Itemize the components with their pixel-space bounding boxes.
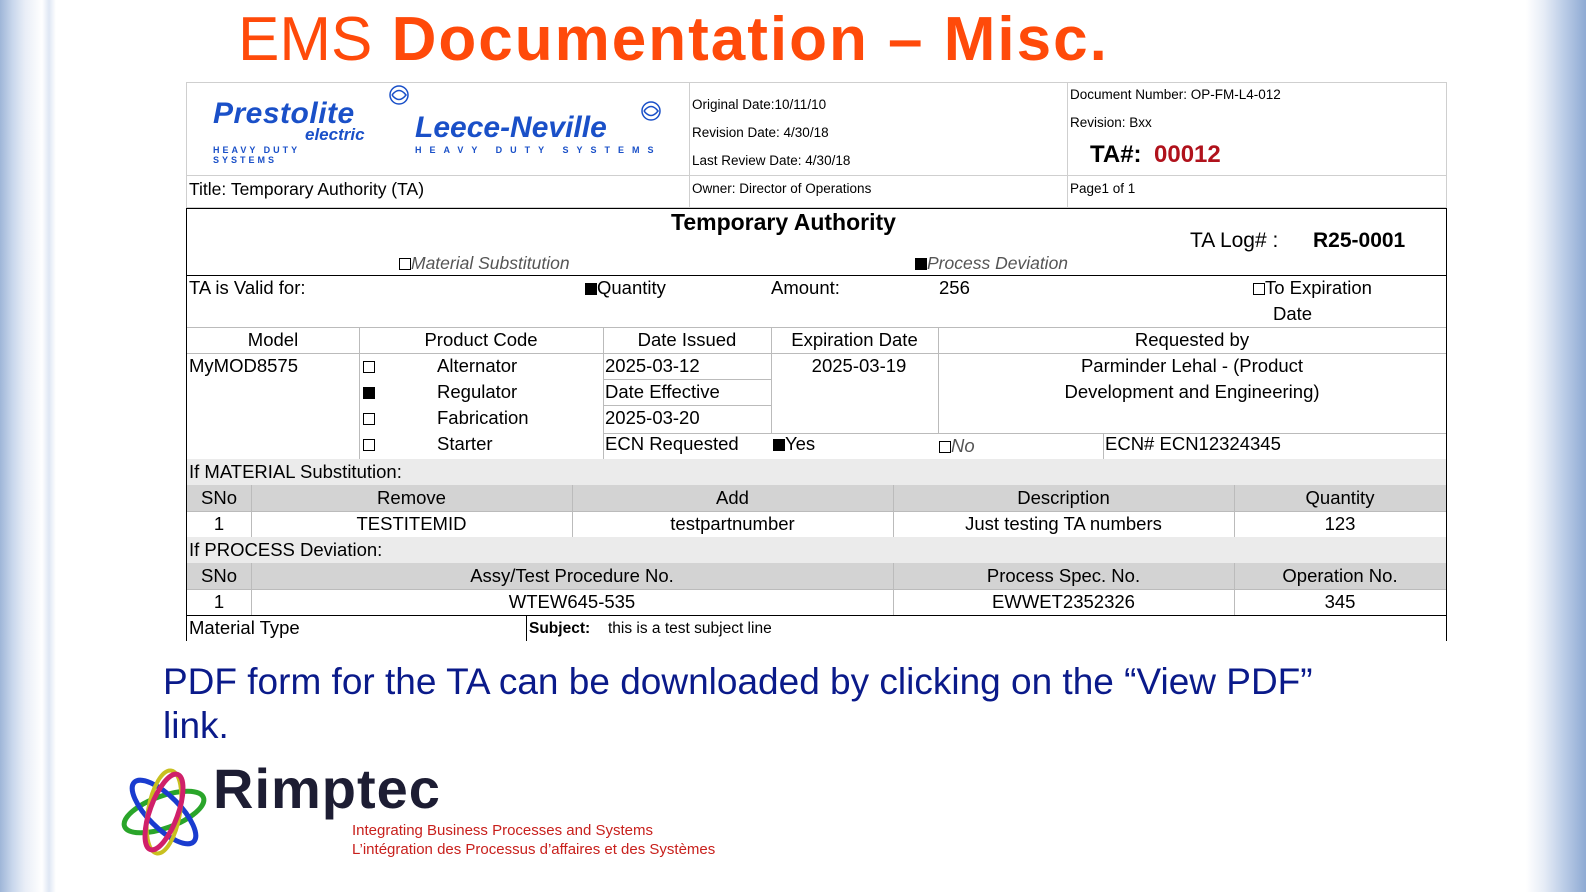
proc-col-operation: Operation No. [1282, 565, 1398, 586]
ecn-number: ECN# ECN12324345 [1105, 433, 1281, 454]
ta-log-value: R25-0001 [1313, 229, 1406, 252]
document-header [186, 82, 1447, 208]
material-type-label: Material Type [189, 617, 300, 638]
slide-title [238, 4, 1338, 75]
starter-checkbox[interactable] [363, 439, 375, 451]
ecn-no-checkbox[interactable] [939, 441, 951, 453]
proc-row-operation: 345 [1324, 591, 1356, 612]
proc-row-sno: 1 [213, 591, 225, 612]
rimptec-tagline-en: Integrating Business Processes and Systems [352, 822, 653, 839]
product-starter[interactable] [363, 433, 375, 455]
product-regulator[interactable] [363, 381, 375, 403]
proc-row-procedure: WTEW645-535 [508, 591, 636, 612]
to-expiration-option[interactable]: To Expiration [1253, 277, 1372, 299]
subject-label: Subject: [529, 620, 591, 637]
product-fabrication-label: Fabrication [437, 407, 529, 428]
mat-col-remove: Remove [377, 487, 446, 508]
proc-col-procedure: Assy/Test Procedure No. [470, 565, 674, 586]
leece-neville-logo: Leece-Neville HEAVY DUTY SYSTEMS [415, 111, 662, 155]
ta-form [186, 208, 1447, 641]
rimptec-atom-icon [118, 766, 210, 858]
requested-by-line1: Parminder Lehal - (Product [1080, 355, 1304, 376]
col-product-code: Product Code [424, 329, 538, 350]
amount-label: Amount: [771, 277, 840, 298]
mat-row-sno: 1 [213, 513, 225, 534]
mat-row-add: testpartnumber [670, 513, 795, 534]
left-decorative-border [0, 0, 42, 892]
product-alternator-label: Alternator [437, 355, 518, 376]
material-section-label: If MATERIAL Substitution: [189, 461, 402, 482]
right-decorative-border [1526, 0, 1586, 892]
ta-number: 00012 [1154, 141, 1221, 168]
prestolite-swirl-icon [387, 83, 411, 107]
col-model: Model [247, 329, 299, 350]
model-value: MyMOD8575 [189, 355, 298, 376]
revision: Revision: Bxx [1070, 115, 1152, 130]
ecn-yes-option[interactable]: Yes [773, 433, 815, 455]
amount-value: 256 [939, 277, 970, 298]
leece-swirl-icon [639, 99, 663, 123]
ta-document [186, 82, 1446, 640]
valid-for-label: TA is Valid for: [189, 277, 306, 298]
alternator-checkbox[interactable] [363, 361, 375, 373]
proc-col-spec: Process Spec. No. [986, 565, 1141, 586]
proc-row-spec: EWWET2352326 [992, 591, 1135, 612]
document-title: Title: Temporary Authority (TA) [189, 179, 425, 199]
proc-col-sno: SNo [201, 565, 237, 586]
prestolite-logo: Prestolite electric HEAVY DUTY SYSTEMS [213, 97, 365, 165]
rimptec-tagline-fr: L’intégration des Processus d’affaires et des Systèmes [352, 841, 716, 858]
quantity-option[interactable]: Quantity [585, 277, 666, 299]
ecn-no-option[interactable]: No [939, 435, 975, 457]
date-effective-value: 2025-03-20 [605, 407, 700, 428]
col-date-issued: Date Issued [637, 329, 737, 350]
product-alternator[interactable] [363, 355, 375, 377]
date-issued-value: 2025-03-12 [605, 355, 700, 376]
mat-col-add: Add [716, 487, 749, 508]
process-deviation-option[interactable]: Process Deviation [915, 253, 1068, 274]
slide-title-rest: Documentation – Misc. [391, 5, 1109, 74]
page-number: Page1 of 1 [1070, 181, 1136, 196]
expiration-date-value: 2025-03-19 [811, 355, 907, 376]
ecn-yes-checkbox[interactable] [773, 439, 785, 451]
mat-col-quantity: Quantity [1305, 487, 1375, 508]
mat-col-description: Description [1017, 487, 1110, 508]
to-expiration-checkbox[interactable] [1253, 283, 1265, 295]
subject-value: this is a test subject line [608, 620, 772, 637]
revision-date: Revision Date: 4/30/18 [692, 125, 829, 140]
date-effective-label: Date Effective [605, 381, 720, 402]
pdf-download-note: PDF form for the TA can be downloaded by clicking on the “View PDF” link. [163, 661, 1313, 746]
process-deviation-checkbox[interactable] [915, 258, 927, 270]
owner: Owner: Director of Operations [692, 181, 872, 196]
form-heading: Temporary Authority [671, 209, 896, 235]
left-decorative-stripe [42, 0, 56, 892]
process-section-label: If PROCESS Deviation: [189, 539, 383, 560]
mat-col-sno: SNo [201, 487, 237, 508]
col-expiration-date: Expiration Date [791, 329, 918, 350]
mat-row-quantity: 123 [1324, 513, 1356, 534]
product-regulator-label: Regulator [437, 381, 518, 402]
mat-row-remove: TESTITEMID [356, 513, 467, 534]
original-date: Original Date:10/11/10 [692, 97, 827, 112]
product-starter-label: Starter [437, 433, 493, 454]
slide-title-ems: EMS [238, 5, 373, 74]
material-substitution-option[interactable]: Material Substitution [399, 253, 570, 274]
quantity-checkbox[interactable] [585, 283, 597, 295]
product-fabrication[interactable] [363, 407, 375, 429]
regulator-checkbox[interactable] [363, 387, 375, 399]
requested-by-line2: Development and Engineering) [1064, 381, 1320, 402]
rimptec-logo-text: Rimptec [213, 757, 441, 820]
document-number: Document Number: OP-FM-L4-012 [1070, 87, 1281, 102]
ta-log-label: TA Log# : [1190, 229, 1279, 252]
ecn-requested-label: ECN Requested [605, 433, 739, 454]
col-requested-by: Requested by [1134, 329, 1250, 350]
ta-number-label: TA#: [1090, 141, 1142, 168]
mat-row-description: Just testing TA numbers [965, 513, 1162, 534]
fabrication-checkbox[interactable] [363, 413, 375, 425]
to-expiration-date-word: Date [1273, 303, 1313, 324]
last-review-date: Last Review Date: 4/30/18 [692, 153, 851, 168]
material-substitution-checkbox[interactable] [399, 258, 411, 270]
